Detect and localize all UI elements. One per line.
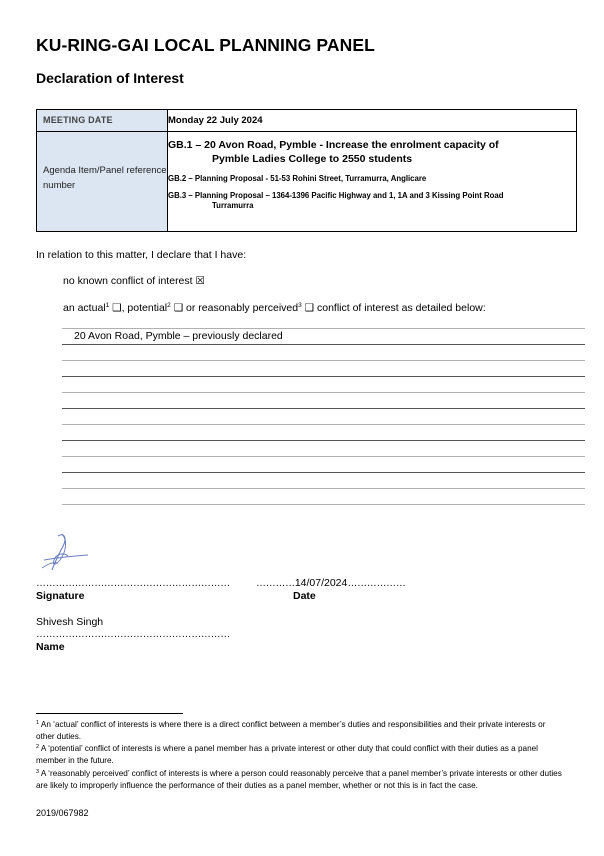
footnote-text: A ‘reasonably perceived’ conflict of interests is where a person could reasonably perceive that a panel member’s private interests or other duties are likely to improperly influence the performance of their duties as a panel member, whether or not this is in fact the case. bbox=[36, 769, 562, 790]
footnote-3 bbox=[36, 768, 566, 791]
details-line[interactable] bbox=[62, 424, 585, 440]
unchecked-box-icon[interactable]: ❑ bbox=[304, 302, 315, 314]
meeting-details-table bbox=[36, 109, 577, 232]
option-no-conflict-text: no known conflict of interest bbox=[63, 275, 193, 287]
details-line[interactable] bbox=[62, 360, 585, 376]
agenda-item-gb3 bbox=[168, 191, 576, 211]
signature-label: Signature bbox=[36, 590, 85, 602]
page-title: KU-RING-GAI LOCAL PLANNING PANEL bbox=[36, 35, 375, 55]
option-perceived-text: or reasonably perceived bbox=[183, 302, 299, 314]
agenda-item-gb1 bbox=[168, 138, 576, 166]
handwritten-signature-icon bbox=[38, 530, 90, 576]
meeting-date-label: MEETING DATE bbox=[37, 110, 168, 132]
agenda-item-gb3-line2: Turramurra bbox=[212, 201, 254, 210]
agenda-row bbox=[37, 132, 577, 232]
date-line[interactable] bbox=[256, 577, 406, 589]
meeting-date-value: Monday 22 July 2024 bbox=[168, 110, 577, 132]
details-line[interactable] bbox=[62, 440, 585, 456]
footnote-text: A ‘potential’ conflict of interests is where a panel member has a private interest or other duty that could conflict with their duties as a panel member in the future. bbox=[36, 744, 539, 765]
details-line[interactable] bbox=[62, 456, 585, 472]
option-conflict-tail-text: conflict of interest as detailed below: bbox=[314, 302, 486, 314]
footnote-ref-2: 2 bbox=[167, 302, 171, 309]
agenda-items-cell bbox=[168, 132, 577, 232]
agenda-item-gb1-line2: Pymble Ladies College to 2550 students bbox=[212, 153, 413, 165]
details-line[interactable] bbox=[62, 408, 585, 424]
footnote-number: 1 bbox=[36, 720, 40, 726]
date-label: Date bbox=[293, 590, 316, 602]
details-line[interactable] bbox=[62, 488, 585, 504]
meeting-date-row bbox=[37, 110, 577, 132]
footnote-1 bbox=[36, 719, 566, 742]
footnote-number: 3 bbox=[36, 769, 40, 775]
option-actual-text: an actual bbox=[63, 302, 106, 314]
name-value: Shivesh Singh bbox=[36, 616, 104, 628]
option-no-conflict bbox=[63, 275, 205, 287]
option-potential-text: , potential bbox=[121, 302, 168, 314]
footnote-divider bbox=[36, 713, 183, 714]
date-dots-left: ………… bbox=[256, 578, 295, 589]
declaration-intro: In relation to this matter, I declare that I have: bbox=[36, 249, 247, 261]
document-number: 2019/067982 bbox=[36, 808, 89, 818]
name-line[interactable]: …………………………………………………… bbox=[36, 629, 231, 640]
footnote-text: An ‘actual’ conflict of interests is where there is a direct conflict between a member’s duties and responsibilities and their private interests or other duties. bbox=[36, 720, 546, 741]
agenda-item-gb1-line1: GB.1 – 20 Avon Road, Pymble - Increase the enrolment capacity of bbox=[168, 139, 499, 151]
footnote-ref-3: 3 bbox=[298, 302, 302, 309]
details-line[interactable] bbox=[62, 392, 585, 408]
footnote-number: 2 bbox=[36, 744, 40, 750]
footnote-2 bbox=[36, 743, 566, 766]
checked-box-icon[interactable]: ☒ bbox=[195, 275, 205, 287]
name-label: Name bbox=[36, 641, 65, 653]
agenda-item-gb3-line1: GB.3 – Planning Proposal – 1364-1396 Pacific Highway and 1, 1A and 3 Kissing Point Road bbox=[168, 191, 504, 200]
footnote-ref-1: 1 bbox=[105, 302, 110, 309]
date-dots-right: ……………… bbox=[347, 578, 406, 589]
signature-line[interactable]: …………………………………………………… bbox=[36, 578, 231, 589]
details-line[interactable] bbox=[62, 328, 585, 344]
conflict-details-lines[interactable] bbox=[62, 328, 585, 505]
date-value: 14/07/2024 bbox=[294, 577, 348, 589]
unchecked-box-icon[interactable]: ❑ bbox=[112, 302, 122, 314]
unchecked-box-icon[interactable]: ❑ bbox=[173, 302, 184, 314]
agenda-item-gb2: GB.2 – Planning Proposal - 51-53 Rohini Street, Turramurra, Anglicare bbox=[168, 174, 427, 183]
page-subtitle: Declaration of Interest bbox=[36, 70, 184, 86]
details-text: 20 Avon Road, Pymble – previously declared bbox=[74, 330, 283, 342]
agenda-item-label: Agenda Item/Panel reference number bbox=[37, 132, 168, 232]
details-line[interactable] bbox=[62, 344, 585, 360]
option-conflict bbox=[63, 302, 486, 314]
details-line[interactable] bbox=[62, 472, 585, 488]
details-line[interactable] bbox=[62, 504, 585, 505]
details-line[interactable] bbox=[62, 376, 585, 392]
